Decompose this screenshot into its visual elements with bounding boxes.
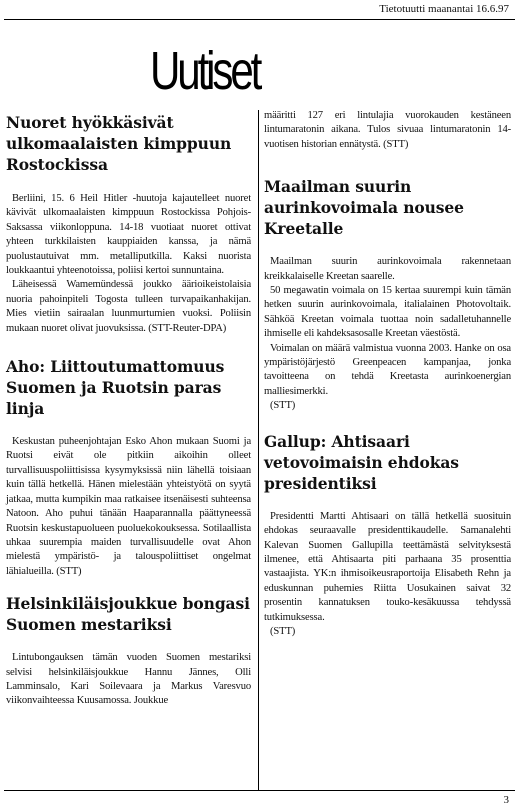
headline-line: Suomen ja Ruotsin paras: [6, 378, 222, 398]
article-paragraph: Maailman suurin aurinkovoimala rakennetaan kreikkalaiselle Kreetan saarelle.: [264, 256, 511, 282]
header-rule: [4, 19, 515, 20]
article-paragraph: Presidentti Martti Ahtisaari on tällä hetkellä suosituin ehdokas seuraavalle presidenttikaudelle. Samanalehti Kalevan Suomen Gallupilla teettämästä selvityksestä ilmenee, että Ahtisaarta piti parhaana 35 prosenttia vastaajista. YK:n ihmisoikeusraportoija Elisabeth Rehn ja eduskunnan puhemies Riitta Uosukainen saivat 32 prosentin kannatuksen touko-kesäkuussa tehdyssä tutkimuksessa.: [264, 510, 511, 623]
issue-date-line: Tietotuutti maanantai 16.6.97: [379, 3, 509, 15]
headline-line: ulkomaalaisten kimppuun: [6, 134, 232, 153]
headline-line: Helsinkiläisjoukkue bongasi: [6, 594, 250, 614]
article-paragraph: 50 megawatin voimala on 15 kertaa suurempi kuin tämän hetken suurin aurinkovoimala, italialainen Photovoltaik. Sähköä Kreetan voimala tuottaa noin sadalletuhannelle ihmiselle eli kahdeksasosalle Kreetan väestöstä.: [264, 285, 511, 340]
article-gallup: [264, 431, 511, 640]
headline-line: linja: [6, 399, 45, 419]
article-paragraph: (STT): [270, 625, 296, 637]
article-paragraph: Voimalan on määrä valmistua vuonna 2003. Hanke on osa ympäristöjärjestö Greenpeacen kampanjaa, jonka tavoitteena on tehdä Kreetasta aurinkoenergian malliesimerkki.: [264, 342, 511, 397]
article-paragraph: Läheisessä Wamemündessä joukko äärioikeistolaisia nuoria pahoinpiteli Togosta tulleen turvapaikanhakijan. Mies vietiin sairaalan luunmurtumien vuoksi. Poliisin mukaan nuoret olivat juovuksissa. (STT-Reuter-DPA): [6, 279, 251, 334]
headline-line: Rostockissa: [6, 155, 108, 174]
headline-line: presidentiksi: [264, 473, 377, 493]
column-divider: [258, 110, 259, 791]
headline-line: Kreetalle: [264, 219, 344, 239]
article-aho: [6, 356, 251, 579]
article-rostock: [6, 112, 251, 336]
article-headline: [264, 431, 511, 494]
left-column: [6, 112, 251, 709]
article-paragraph: Lintubongauksen tämän vuoden Suomen mestariksi selvisi helsinkiläisjoukkue Hannu Jännes, Olli Lamminsalo, Kari Soilevaara ja Markus Varesvuo viikonvaihteessa Kuusamossa. Joukkue: [6, 652, 251, 707]
headline-line: aurinkovoimala nousee: [264, 198, 464, 218]
section-masthead: Uutiset: [150, 41, 260, 101]
article-aurinkovoimala: [264, 176, 511, 413]
right-column: [264, 109, 511, 639]
headline-line: Maailman suurin: [264, 177, 412, 197]
page-number: 3: [503, 794, 509, 806]
footer-rule: [4, 790, 515, 791]
headline-line: Suomen mestariksi: [6, 615, 172, 635]
article-headline: [6, 112, 251, 175]
article-headline: [264, 176, 511, 239]
article-paragraph: Berliini, 15. 6 Heil Hitler -huutoja kajautelleet nuoret kävivät ulkomaalaisten kimppuun Rostockissa Pohjois-Saksassa viikonloppuna. 14-18 vuotiaat nuoret ottivat yhteen turkkilaisten kauppiaiden kanssa, ja nämä puolustautuivat mm. metalliputkilla. Kaksi nuorista loukkaantui yhteenotoissa, poliisi kertoi sunnuntaina.: [6, 193, 251, 277]
article-headline: [6, 356, 251, 419]
headline-line: vetovoimaisin ehdokas: [264, 452, 459, 472]
headline-line: Aho: Liittoutumattomuus: [6, 357, 225, 377]
article-continuation: määritti 127 eri lintulajia vuorokauden kestäneen lintumaratonin aikana. Tulos sivuaa lintumaratonin 14-vuotisen historian ennätystä. (STT): [264, 110, 511, 150]
article-paragraph: Keskustan puheenjohtajan Esko Ahon mukaan Suomi ja Ruotsi eivät ole pitkiin aikoihin olleet turvallisuuspoliittisissa kysymyksissä niin lähellä toisiaan kuin tällä hetkellä. Hänen mielestään yhteistyötä on syytä jatkaa, mutta kumpikin maa ratkaisee itsenäisesti suhteensa Natoon. Aho puhui tänään Haaparannalla päättyneessä Ruotsin keskustapuolueen puoluekokouksessa. Sotilaallista uhkaa suurempia maiden turvallisuudelle ovat Ahon mielestä ympäristö- ja talouspoliittiset ongelmat lähialueilla. (STT): [6, 436, 251, 577]
headline-line: Nuoret hyökkäsivät: [6, 113, 174, 132]
article-lintubongaus: [6, 593, 251, 709]
article-headline: [6, 593, 251, 635]
headline-line: Gallup: Ahtisaari: [264, 431, 410, 451]
article-paragraph: (STT): [270, 400, 296, 412]
